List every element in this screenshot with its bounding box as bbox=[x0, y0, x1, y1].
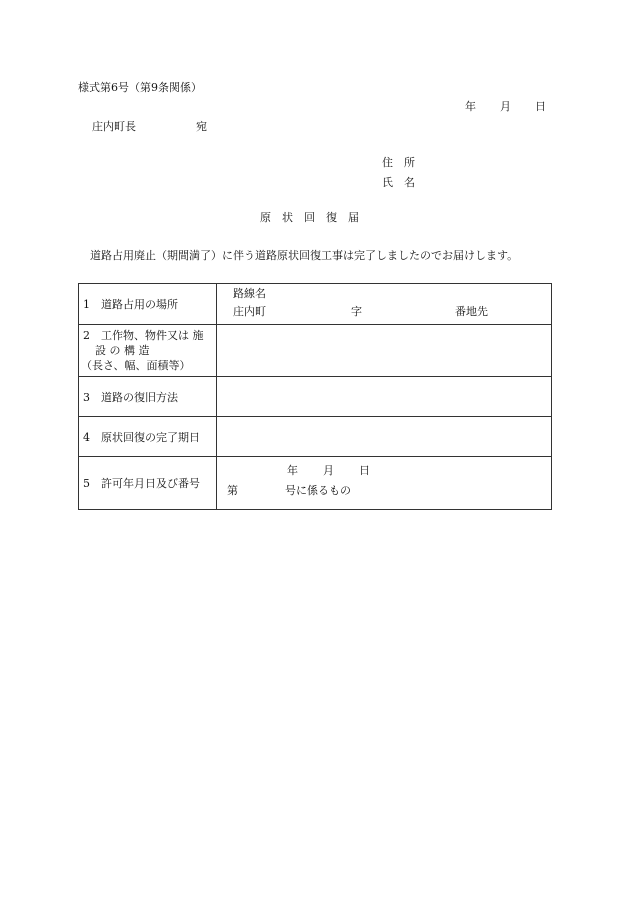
address-label: 住 所 bbox=[382, 156, 415, 169]
statement-text: 道路占用廃止（期間満了）に伴う道路原状回復工事は完了しましたのでお届けします。 bbox=[90, 249, 519, 262]
structure-value-cell bbox=[217, 325, 552, 377]
date-month-label: 月 bbox=[500, 100, 511, 113]
table-row bbox=[79, 417, 552, 457]
document-title: 原 状 回 復 届 bbox=[260, 211, 359, 224]
table-row bbox=[79, 457, 552, 510]
completion-date-label: 4 原状回復の完了期日 bbox=[79, 417, 217, 457]
structure-label-line3: （長さ、幅、面積等） bbox=[81, 359, 191, 372]
place-value-cell bbox=[217, 284, 552, 325]
permit-month-label: 月 bbox=[323, 464, 334, 477]
permit-no-suffix: 号に係るもの bbox=[285, 484, 351, 497]
form-number: 様式第6号（第9条関係） bbox=[78, 81, 202, 94]
restoration-method-label: 3 道路の復旧方法 bbox=[79, 377, 217, 417]
permit-year-label: 年 bbox=[287, 464, 298, 477]
form-table bbox=[78, 283, 552, 510]
date-year-label: 年 bbox=[465, 100, 476, 113]
banchi-label: 番地先 bbox=[455, 305, 488, 318]
aza-label: 字 bbox=[351, 305, 362, 318]
permit-no-prefix: 第 bbox=[227, 484, 238, 497]
permit-value-cell bbox=[217, 457, 552, 510]
route-name-label: 路線名 bbox=[233, 287, 266, 300]
table-row bbox=[79, 377, 552, 417]
structure-label-line1: 2 工作物、物件又は 施 bbox=[83, 329, 204, 342]
date-day-label: 日 bbox=[535, 100, 546, 113]
name-label: 氏 名 bbox=[382, 176, 415, 189]
place-label: 1 道路占用の場所 bbox=[79, 284, 217, 325]
table-row bbox=[79, 325, 552, 377]
structure-label bbox=[79, 325, 217, 377]
table-row bbox=[79, 284, 552, 325]
restoration-method-value-cell bbox=[217, 377, 552, 417]
structure-label-line2: 設 の 構 造 bbox=[95, 344, 150, 357]
addressee-name: 庄内町長 bbox=[92, 120, 136, 133]
permit-day-label: 日 bbox=[359, 464, 370, 477]
town-label: 庄内町 bbox=[233, 305, 266, 318]
completion-date-value-cell bbox=[217, 417, 552, 457]
permit-label: 5 許可年月日及び番号 bbox=[79, 457, 217, 510]
addressee-suffix: 宛 bbox=[196, 120, 207, 133]
